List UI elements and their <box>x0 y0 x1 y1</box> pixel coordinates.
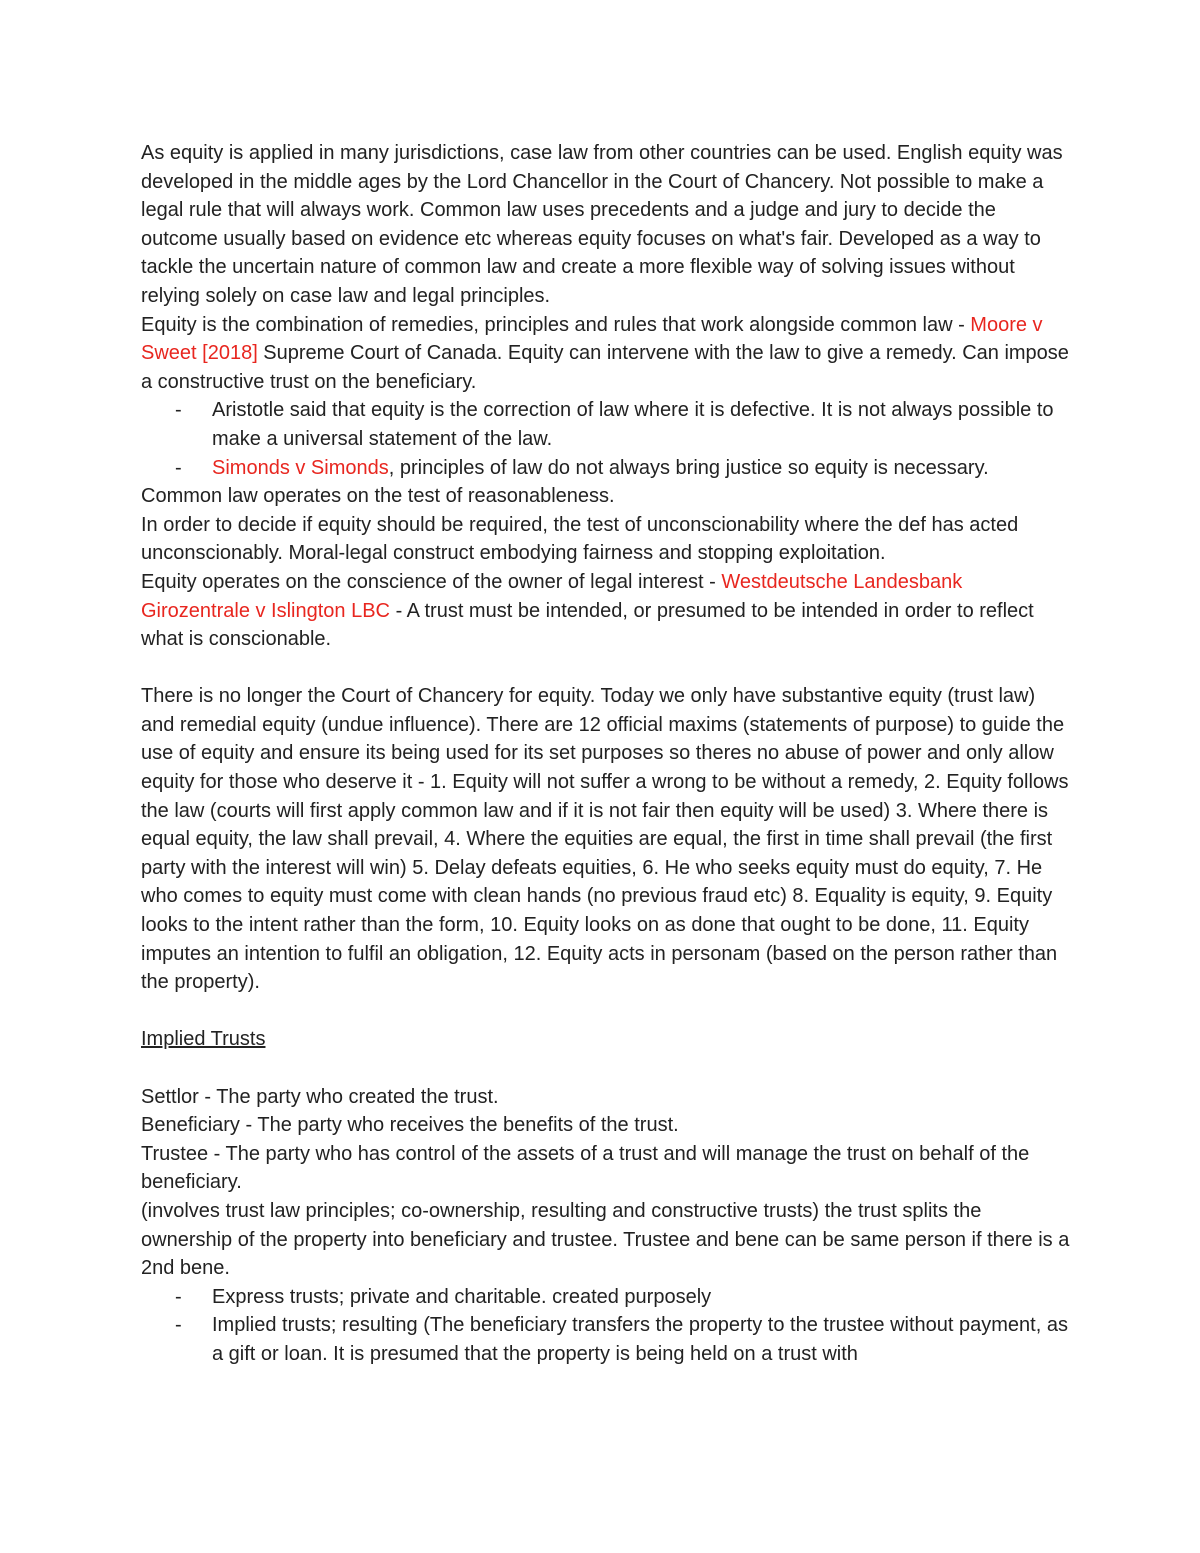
definition-beneficiary: Beneficiary - The party who receives the benefits of the trust. <box>141 1114 679 1137</box>
blank-line <box>141 997 1071 1026</box>
list-item <box>175 1283 1071 1312</box>
paragraph-reasonableness: Common law operates on the test of reasonableness. <box>141 485 615 508</box>
paragraph-conscience <box>141 568 1071 654</box>
list-item <box>175 396 1071 453</box>
case-citation-westdeutsche: Westdeutsche Landesbank Girozentrale v Islington LBC <box>141 570 963 622</box>
bullet-list <box>141 1283 1071 1369</box>
text-run: Equity operates on the conscience of the owner of legal interest - <box>141 570 722 593</box>
case-citation-simonds-v-simonds: Simonds v Simonds <box>212 456 389 479</box>
paragraph-unconscionability: In order to decide if equity should be required, the test of unconscionability where the def has acted unconscionably. Moral-legal construct embodying fairness and stopping exploitation. <box>141 513 1019 565</box>
case-citation-moore-v-sweet: Moore v Sweet [2018] <box>141 313 1043 365</box>
blank-line <box>141 1054 1071 1083</box>
section-heading-implied-trusts: Implied Trusts <box>141 1028 266 1051</box>
bullet-list <box>141 396 1071 482</box>
paragraph-maxims: There is no longer the Court of Chancery for equity. Today we only have substantive equity (trust law) and remedial equity (undue influence). There are 12 official maxims (statements of purpose) to guide the use of equity and ensure its being used for its set purposes so theres no abuse of power and only allow equity for those who deserve it - 1. Equity will not suffer a wrong to be without a remedy, 2. Equity follows the law (courts will first apply common law and if it is not fair then equity will be used) 3. Where there is equal equity, the law shall prevail, 4. Where the equities are equal, the first in time shall prevail (the first party with the interest will win) 5. Delay defeats equities, 6. He who seeks equity must do equity, 7. He who comes to equity must come with clean hands (no previous fraud etc) 8. Equality is equity, 9. Equity looks to the intent rather than the form, 10. Equity looks on as done that ought to be done, 11. Equity imputes an intention to fulfil an obligation, 12. Equity acts in personam (based on the person rather than the property). <box>141 685 1069 994</box>
text-run: Equity is the combination of remedies, principles and rules that work alongside common law - <box>141 313 971 336</box>
list-item <box>175 454 1071 483</box>
definition-settlor: Settlor - The party who created the trust. <box>141 1085 499 1108</box>
list-item-text: Implied trusts; resulting (The beneficiary transfers the property to the trustee without payment, as a gift or loan. It is presumed that the property is being held on a trust with <box>212 1314 1068 1365</box>
text-run: Supreme Court of Canada. Equity can intervene with the law to give a remedy. Can impose a constructive trust on the beneficiary. <box>141 342 1069 393</box>
blank-line <box>141 654 1071 683</box>
dash-bullet: - <box>175 1314 182 1337</box>
paragraph-equity-definition <box>141 311 1071 397</box>
document-body <box>141 139 1071 1369</box>
list-item-text: , principles of law do not always bring justice so equity is necessary. <box>388 456 989 479</box>
list-item-text: Aristotle said that equity is the correction of law where it is defective. It is not always possible to make a universal statement of the law. <box>212 399 1054 450</box>
definition-trustee: Trustee - The party who has control of the assets of a trust and will manage the trust on behalf of the beneficiary. <box>141 1142 1030 1194</box>
paragraph-equity-origins: As equity is applied in many jurisdictions, case law from other countries can be used. English equity was developed in the middle ages by the Lord Chancellor in the Court of Chancery. Not possible to make a legal rule that will always work. Common law uses precedents and a judge and jury to decide the outcome usually based on evidence etc whereas equity focuses on what's fair. Developed as a way to tackle the uncertain nature of common law and create a more flexible way of solving issues without relying solely on case law and legal principles. <box>141 142 1063 307</box>
paragraph-trust-principles: (involves trust law principles; co-ownership, resulting and constructive trusts) the trust splits the ownership of the property into beneficiary and trustee. Trustee and bene can be same person if there is a 2nd bene. <box>141 1199 1070 1280</box>
dash-bullet: - <box>175 399 182 422</box>
dash-bullet: - <box>175 456 182 479</box>
dash-bullet: - <box>175 1285 182 1308</box>
text-run: - A trust must be intended, or presumed to be intended in order to reflect what is conscionable. <box>141 599 1034 651</box>
list-item <box>175 1311 1071 1368</box>
list-item-text: Express trusts; private and charitable. created purposely <box>212 1285 712 1308</box>
